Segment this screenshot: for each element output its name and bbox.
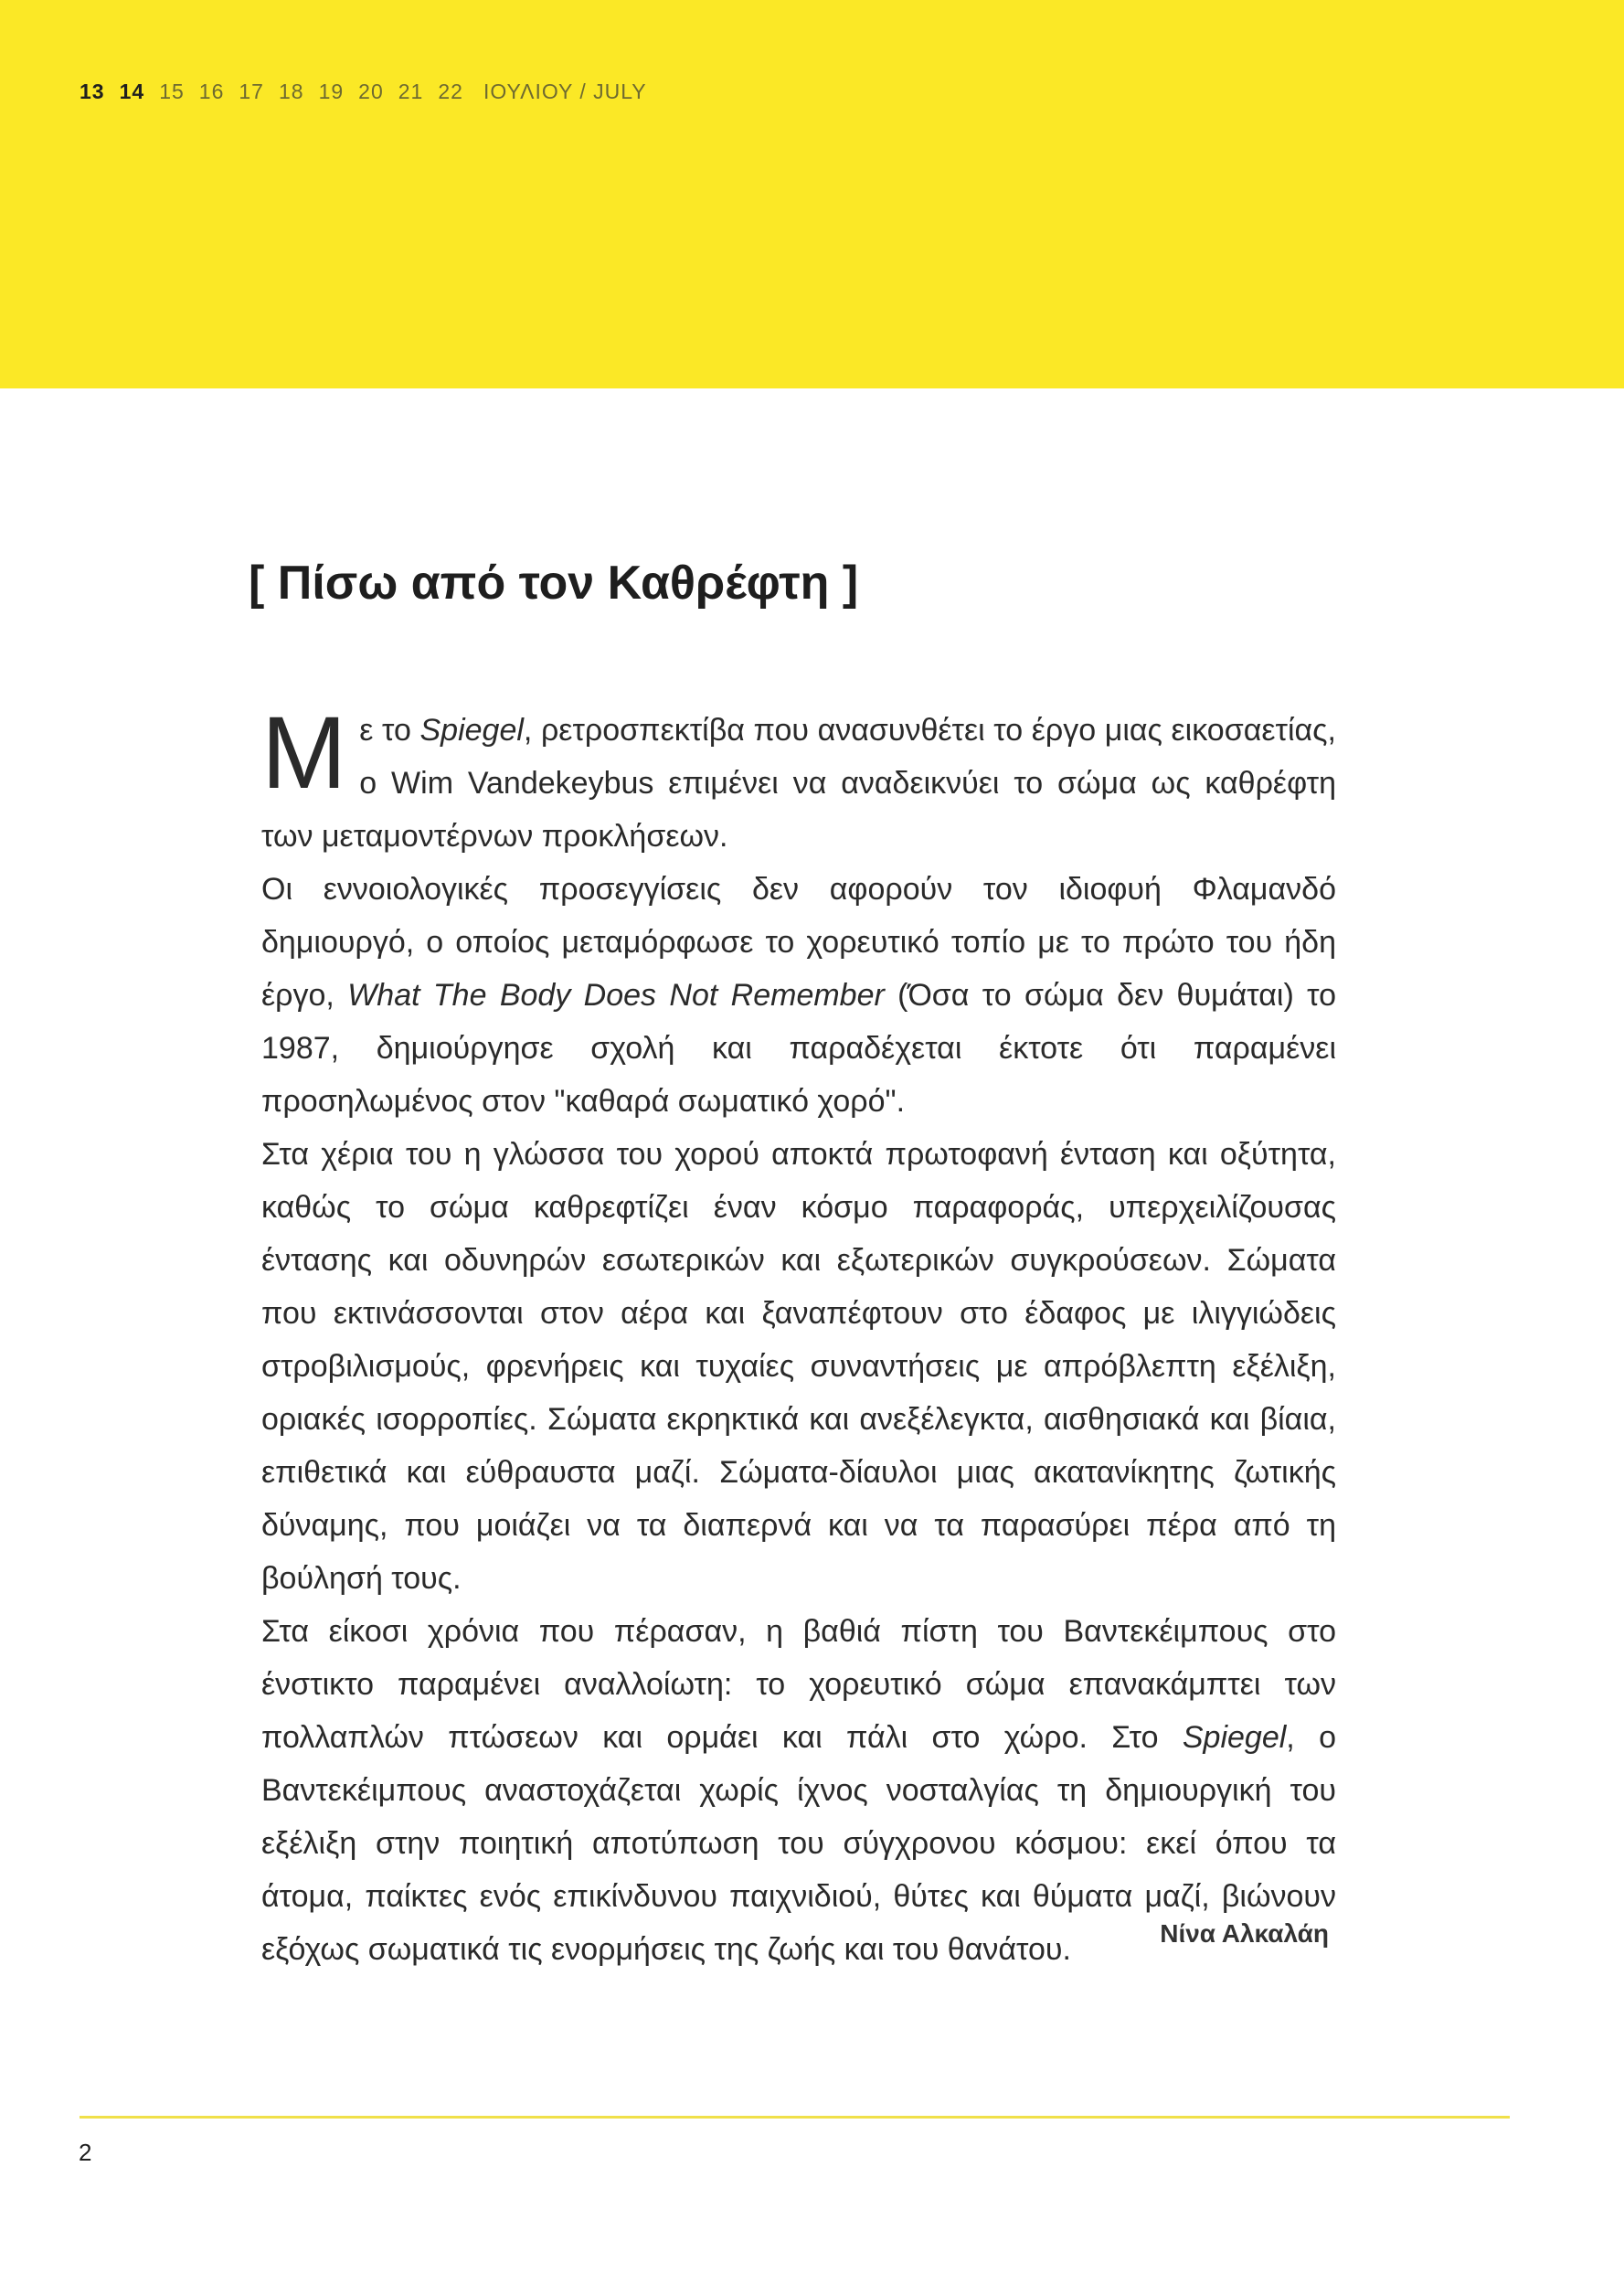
footer-divider [80, 2116, 1510, 2119]
date-19: 19 [318, 80, 345, 103]
paragraph-2 [261, 863, 1336, 1128]
date-13: 13 [80, 80, 105, 103]
article-body [261, 696, 1336, 1976]
page-number: 2 [79, 2139, 92, 2166]
paragraph-2-text-c: (Όσα το σώμα δεν θυμάται) το 1987, δημιούργησε σχολή και παραδέχεται έκτοτε ότι παραμένει προσηλωμένος στον "καθαρά σωματικό χορό". [261, 978, 1336, 1119]
date-15: 15 [159, 80, 185, 103]
date-16: 16 [198, 80, 225, 103]
work-title-spiegel-2: Spiegel [1182, 1720, 1287, 1755]
paragraph-2-text-a: Οι εννοιολογικές προσεγγίσεις δεν αφορούν τον ιδιοφυή Φλαμανδό δημιουργό, ο οποίος μεταμόρφωσε το χορευτικό τοπίο με το πρώτο του ήδη έργο, [261, 872, 1336, 1013]
drop-cap: Μ [261, 696, 347, 810]
article-title: [ Πίσω από τον Καθρέφτη ] [249, 557, 859, 610]
date-21: 21 [398, 80, 424, 103]
date-18: 18 [278, 80, 304, 103]
paragraph-1 [261, 696, 1336, 863]
paragraph-1-text-a: ε το [359, 713, 420, 748]
month-label: ΙΟΥΛΙΟΥ / JULY [483, 80, 647, 103]
paragraph-1-text-c: , ρετροσπεκτίβα που ανασυνθέτει το έργο μιας εικοσαετίας, ο Wim Vandekeybus επιμένει να αναδεικνύει το σώμα ως καθρέφτη των μεταμοντέρνων προκλήσεων. [261, 713, 1336, 854]
paragraph-3: Στα χέρια του η γλώσσα του χορού αποκτά πρωτοφανή ένταση και οξύτητα, καθώς το σώμα καθρεφτίζει έναν κόσμο παραφοράς, υπερχειλίζουσας έντασης και οδυνηρών εσωτερικών και εξωτερικών συγκρούσεων. Σώματα που εκτινάσσονται στον αέρα και ξαναπέφτουν στο έδαφος με ιλιγγιώδεις στροβιλισμούς, φρενήρεις και τυχαίες συναντήσεις με απρόβλεπτη εξέλιξη, οριακές ισορροπίες. Σώματα εκρηκτικά και ανεξέλεγκτα, αισθησιακά και βίαια, επιθετικά και εύθραυστα μαζί. Σώματα-δίαυλοι μιας ακατανίκητης ζωτικής δύναμης, που μοιάζει να τα διαπερνά και να τα παρασύρει πέρα από τη βούλησή τους. [261, 1137, 1336, 1596]
paragraph-4-text-c: , ο Βαντεκέιμπους αναστοχάζεται χωρίς ίχνος νοσταλγίας τη δημιουργική του εξέλιξη στην ποιητική αποτύπωση του σύγχρονου κόσμου: εκεί όπου τα άτομα, παίκτες ενός επικίνδυνου παιχνιδιού, θύτες και θύματα μαζί, βιώνουν εξόχως σωματικά τις ενορμήσεις της ζωής και του θανάτου. [261, 1720, 1336, 1967]
date-22: 22 [438, 80, 463, 103]
date-17: 17 [239, 80, 264, 103]
date-20: 20 [358, 80, 384, 103]
festival-date-strip [80, 80, 647, 104]
work-title-spiegel: Spiegel [419, 713, 524, 748]
header-band [0, 0, 1624, 388]
work-title-what-the-body: What The Body Does Not Remember [347, 978, 885, 1013]
author-signature: Νίνα Αλκαλάη [1160, 1919, 1329, 1948]
date-14: 14 [119, 80, 145, 103]
paragraph-4-text-a: Στα είκοσι χρόνια που πέρασαν, η βαθιά πίστη του Βαντεκέιμπους στο ένστικτο παραμένει αναλλοίωτη: το χορευτικό σώμα επανακάμπτει των πολλαπλών πτώσεων και ορμάει και πάλι στο χώρο. Στο [261, 1614, 1336, 1755]
